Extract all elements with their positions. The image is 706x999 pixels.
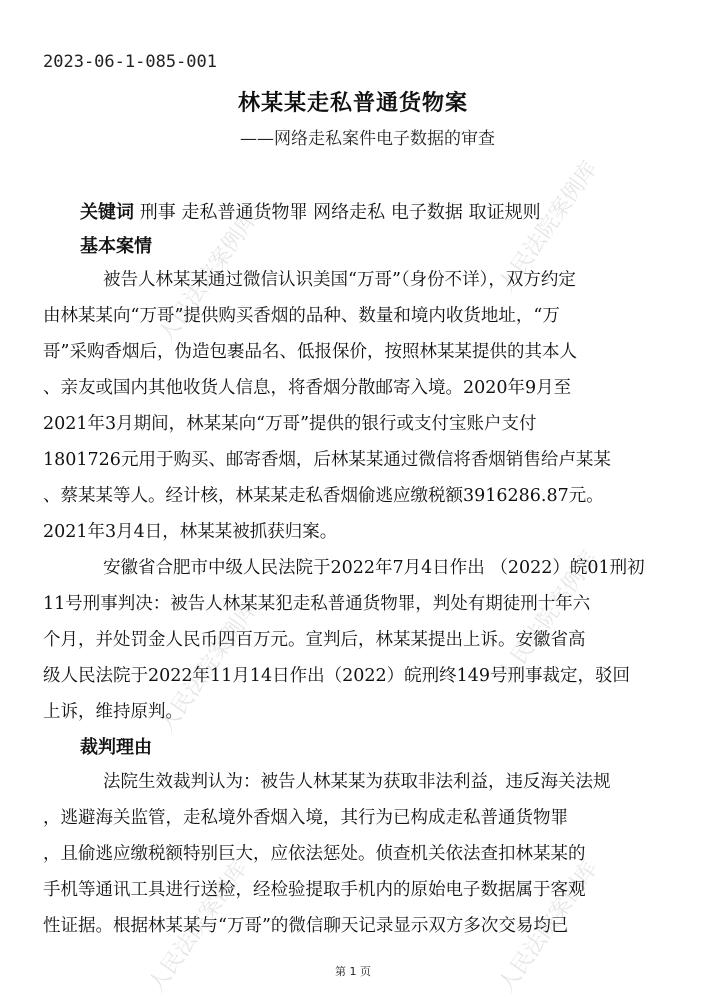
paragraph-line: ，且偷逃应缴税额特别巨大，应依法惩处。侦查机关依法查扣林某某的 — [43, 844, 586, 864]
document-subtitle: ——网络走私案件电子数据的审查 — [240, 129, 495, 149]
paragraph-line: 手机等通讯工具进行送检，经检验提取手机内的原始电子数据属于客观 — [43, 880, 586, 900]
paragraph-line: 11号刑事判决：被告人林某某犯走私普通货物罪，判处有期徒刑十年六 — [43, 594, 591, 614]
paragraph-line: 性证据。根据林某某与“万哥”的微信聊天记录显示双方多次交易均已 — [43, 916, 569, 936]
paragraph-line: 级人民法院于2022年11月14日作出（2022）皖刑终149号刑事裁定，驳回 — [43, 666, 631, 686]
page-number: 第 1 页 — [335, 965, 371, 978]
paragraph-line: 被告人林某某通过微信认识美国“万哥”（身份不详），双方约定 — [103, 270, 576, 290]
section-heading-basic-facts: 基本案情 — [80, 236, 152, 257]
paragraph-line: 法院生效裁判认为：被告人林某某为获取非法利益，违反海关法规 — [103, 772, 611, 792]
watermark: 人民法院案例库 — [494, 156, 603, 298]
watermark: 人民法院案例库 — [494, 856, 603, 998]
watermark: 人民法院案例库 — [494, 546, 603, 688]
section-heading-reasoning: 裁判理由 — [80, 737, 152, 758]
case-id: 2023-06-1-085-001 — [43, 52, 217, 72]
watermark: 人民法院案例库 — [144, 856, 253, 998]
watermark: 人民法院案例库 — [154, 206, 263, 348]
paragraph-line: 哥”采购香烟后，伪造包裹品名、低报保价，按照林某某提供的其本人 — [43, 342, 577, 362]
paragraph-line: 、亲友或国内其他收货人信息，将香烟分散邮寄入境。2020年9月至 — [43, 378, 572, 398]
paragraph-line: 上诉，维持原判。 — [43, 702, 183, 722]
paragraph-line: 2021年3月4日，林某某被抓获归案。 — [43, 522, 338, 542]
keywords-label: 关键词 — [80, 202, 134, 223]
paragraph-line: 个月，并处罚金人民币四百万元。宣判后，林某某提出上诉。安徽省高 — [43, 630, 586, 650]
paragraph-line: 2021年3月期间，林某某向“万哥”提供的银行或支付宝账户支付 — [43, 414, 537, 434]
paragraph-line: 1801726元用于购买、邮寄香烟，后林某某通过微信将香烟销售给卢某某 — [43, 450, 611, 470]
paragraph-line: 、蔡某某等人。经计核，林某某走私香烟偷逃应缴税额3916286.87元。 — [43, 486, 604, 506]
keywords-line — [80, 198, 541, 224]
paragraph-line: 由林某某向“万哥”提供购买香烟的品种、数量和境内收货地址，“万 — [43, 306, 560, 326]
paragraph-line: ，逃避海关监管，走私境外香烟入境，其行为已构成走私普通货物罪 — [43, 808, 568, 828]
document-title: 林某某走私普通货物案 — [237, 91, 468, 116]
paragraph-line: 安徽省合肥市中级人民法院于2022年7月4日作出 （2022）皖01刑初 — [103, 558, 645, 578]
keywords-text: 刑事 走私普通货物罪 网络走私 电子数据 取证规则 — [134, 202, 541, 223]
watermark: 人民法院案例库 — [154, 596, 263, 738]
